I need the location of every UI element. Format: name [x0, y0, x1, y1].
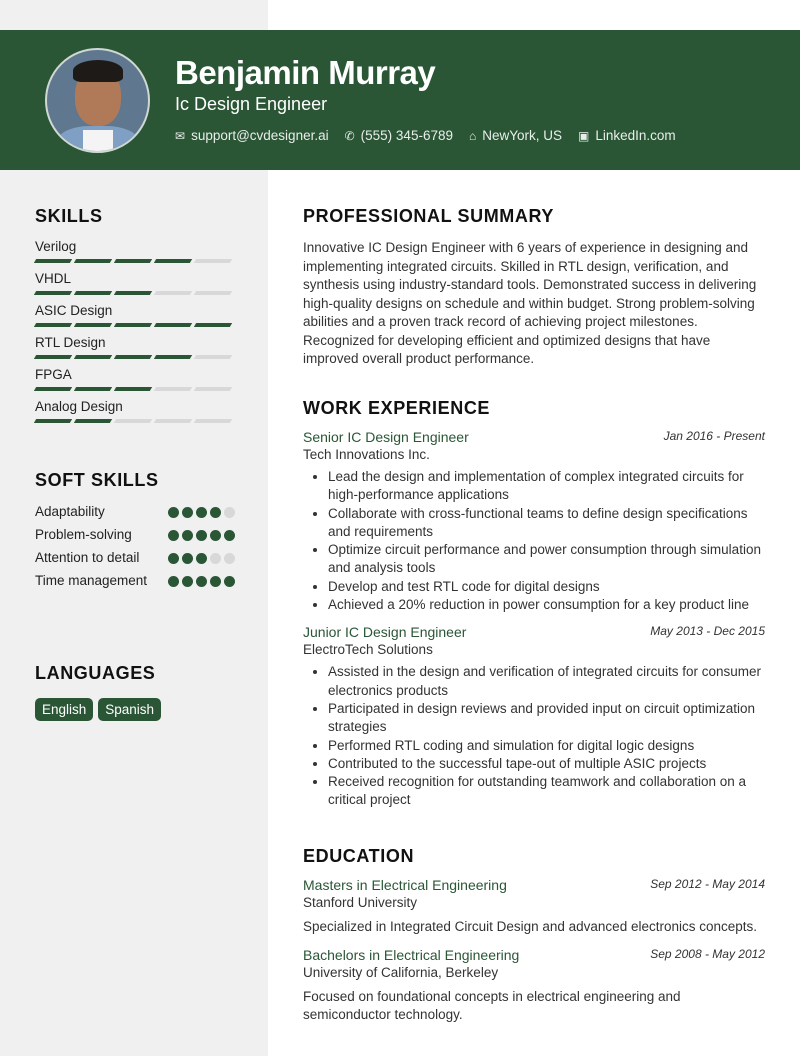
soft-skill-item — [35, 549, 235, 567]
contact-location — [469, 128, 562, 143]
rating-dot — [196, 553, 207, 564]
email-text: support@cvdesigner.ai — [191, 128, 329, 143]
education-degree: Bachelors in Electrical Engineering — [303, 946, 520, 963]
language-badge: Spanish — [98, 698, 161, 721]
skill-name: RTL Design — [35, 335, 106, 350]
rating-dot — [224, 507, 235, 518]
education-degree: Masters in Electrical Engineering — [303, 877, 507, 893]
skill-level-segment — [154, 291, 192, 295]
skill-level-segment — [74, 291, 112, 295]
education-date: Sep 2008 - May 2012 — [650, 946, 765, 961]
education-section — [303, 846, 765, 1025]
skill-level-segment — [34, 419, 72, 423]
summary-heading: PROFESSIONAL SUMMARY — [303, 206, 555, 226]
skill-level-bar — [35, 323, 235, 327]
skill-level-segment — [194, 419, 232, 423]
rating-dot — [224, 553, 235, 564]
job-role: Senior IC Design Engineer — [303, 429, 469, 445]
skill-level-segment — [114, 323, 152, 327]
skill-item — [35, 367, 235, 391]
rating-dot — [224, 530, 235, 541]
soft-skill-name: Adaptability — [35, 504, 105, 519]
soft-skill-name: Problem-solving — [35, 527, 132, 542]
job-bullet: • Collaborate with cross-functional teams to define design specifications and requirements — [328, 505, 765, 542]
rating-dot — [182, 553, 193, 564]
rating-dot — [210, 530, 221, 541]
skill-level-segment — [114, 259, 152, 263]
summary-text: Innovative IC Design Engineer with 6 years of experience in designing and implementing integrated circuits. Skilled in RTL design, verification, and synthesis using industry-standard tools. Demonstrated success in delivering high-quality designs on schedule and within budget. Strong problem-solving abilities and a proven track record of achieving project milestones. Recognized for developing efficient and optimized designs that have improved overall product performance. — [303, 240, 757, 366]
rating-dot — [210, 576, 221, 587]
skill-item — [35, 399, 235, 423]
skill-level-segment — [154, 419, 192, 423]
rating-dot — [168, 530, 179, 541]
job-header — [303, 429, 765, 445]
job-bullet: • Assisted in the design and verification of integrated circuits for consumer electronics products — [328, 663, 765, 700]
skill-level-segment — [74, 419, 112, 423]
soft-skill-rating — [168, 553, 235, 567]
candidate-title: Ic Design Engineer — [175, 94, 328, 114]
job-bullets — [303, 468, 765, 614]
skill-level-segment — [74, 323, 112, 327]
soft-skill-name: Attention to detail — [35, 550, 140, 565]
candidate-name: Benjamin Murray — [175, 54, 436, 91]
skill-level-bar — [35, 419, 235, 423]
rating-dot — [196, 507, 207, 518]
rating-dot — [168, 553, 179, 564]
job-bullet: • Contributed to the successful tape-out of multiple ASIC projects — [328, 755, 765, 773]
soft-skills-section — [35, 470, 235, 590]
skill-level-segment — [74, 387, 112, 391]
job-bullet: • Performed RTL coding and simulation for digital logic designs — [328, 737, 765, 755]
education-description: Specialized in Integrated Circuit Design and advanced electronics concepts. — [303, 919, 758, 934]
education-header — [303, 877, 765, 893]
soft-skill-item — [35, 503, 235, 521]
phone-text: (555) 345-6789 — [360, 128, 453, 143]
rating-dot — [182, 530, 193, 541]
rating-dot — [210, 553, 221, 564]
education-date: Sep 2012 - May 2014 — [650, 877, 765, 891]
skill-item — [35, 239, 235, 263]
skill-level-segment — [34, 355, 72, 359]
job-date: May 2013 - Dec 2015 — [650, 624, 765, 639]
language-badge: English — [35, 698, 93, 721]
education-school: University of California, Berkeley — [303, 964, 499, 980]
job-header — [303, 624, 765, 640]
skill-level-segment — [34, 291, 72, 295]
skill-level-segment — [194, 387, 232, 391]
education-school: Stanford University — [303, 895, 418, 910]
skill-name: VHDL — [35, 271, 72, 286]
skill-name: ASIC Design — [35, 303, 113, 318]
skill-level-segment — [194, 355, 232, 359]
skill-level-segment — [34, 259, 72, 263]
experience-section — [303, 398, 765, 810]
skill-level-segment — [114, 419, 152, 423]
soft-skill-rating — [168, 507, 235, 521]
rating-dot — [168, 507, 179, 518]
linkedin-text: LinkedIn.com — [595, 128, 676, 143]
soft-skill-name: Time management — [35, 573, 148, 588]
soft-skills-heading: SOFT SKILLS — [35, 470, 159, 490]
skill-level-segment — [194, 259, 232, 263]
experience-heading: WORK EXPERIENCE — [303, 398, 491, 418]
job-bullet: • Optimize circuit performance and power consumption through simulation and analysis tools — [328, 541, 765, 578]
languages-section — [35, 663, 235, 721]
job-date: Jan 2016 - Present — [663, 429, 765, 443]
contact-email[interactable] — [175, 128, 329, 143]
skill-level-segment — [34, 323, 72, 327]
phone-icon: ✆ — [344, 129, 355, 143]
avatar — [45, 48, 150, 153]
languages-heading: LANGUAGES — [35, 663, 156, 683]
rating-dot — [182, 576, 193, 587]
home-icon: ⌂ — [468, 129, 477, 143]
skill-level-bar — [35, 355, 235, 359]
rating-dot — [210, 507, 221, 518]
skill-level-segment — [154, 387, 192, 391]
envelope-icon: ✉ — [175, 129, 186, 143]
resume-header — [0, 30, 800, 170]
skill-level-segment — [154, 355, 192, 359]
education-header — [303, 947, 765, 963]
contact-row — [175, 128, 676, 143]
summary-section — [303, 206, 765, 369]
rating-dot — [168, 576, 179, 587]
skill-level-segment — [154, 323, 192, 327]
rating-dot — [182, 507, 193, 518]
skill-level-segment — [154, 259, 192, 263]
linkedin-icon: ▣ — [578, 129, 590, 143]
skill-item — [35, 271, 235, 295]
job-bullet: • Develop and test RTL code for digital designs — [328, 578, 765, 596]
job-company: Tech Innovations Inc. — [303, 447, 430, 462]
skill-name: FPGA — [35, 367, 72, 382]
job-bullet: • Achieved a 20% reduction in power consumption for a key product line — [328, 596, 765, 614]
skills-section — [35, 206, 235, 423]
rating-dot — [196, 576, 207, 587]
skills-heading: SKILLS — [35, 206, 103, 226]
soft-skill-item — [35, 526, 235, 544]
skill-level-segment — [34, 387, 72, 391]
education-heading: EDUCATION — [303, 846, 415, 866]
skill-level-bar — [35, 291, 235, 295]
skill-name: Verilog — [35, 239, 77, 254]
education-description: Focused on foundational concepts in electrical engineering and semiconductor technology. — [303, 988, 681, 1022]
soft-skill-rating — [168, 576, 235, 590]
skill-level-segment — [74, 259, 112, 263]
skill-level-bar — [35, 259, 235, 263]
skill-level-bar — [35, 387, 235, 391]
skill-item — [35, 303, 235, 327]
skill-level-segment — [114, 355, 152, 359]
job-bullet: • Lead the design and implementation of complex integrated circuits for high-performance applications — [328, 468, 765, 505]
skill-level-segment — [114, 291, 152, 295]
rating-dot — [196, 530, 207, 541]
job-role: Junior IC Design Engineer — [303, 624, 467, 641]
skill-item — [35, 335, 235, 359]
job-company: ElectroTech Solutions — [303, 642, 433, 658]
skill-level-segment — [74, 355, 112, 359]
job-bullets — [303, 663, 765, 809]
soft-skill-item — [35, 572, 235, 590]
job-bullet: • Received recognition for outstanding teamwork and collaboration on a critical project — [328, 773, 765, 810]
location-text: NewYork, US — [482, 128, 563, 143]
skill-level-segment — [194, 291, 232, 295]
contact-linkedin[interactable] — [578, 128, 676, 143]
skill-name: Analog Design — [35, 399, 123, 414]
soft-skill-rating — [168, 530, 235, 544]
skill-level-segment — [114, 387, 152, 391]
job-bullet: • Participated in design reviews and provided input on circuit optimization strategies — [328, 700, 765, 737]
skill-level-segment — [194, 323, 232, 327]
contact-phone[interactable] — [345, 128, 453, 143]
rating-dot — [224, 576, 235, 587]
